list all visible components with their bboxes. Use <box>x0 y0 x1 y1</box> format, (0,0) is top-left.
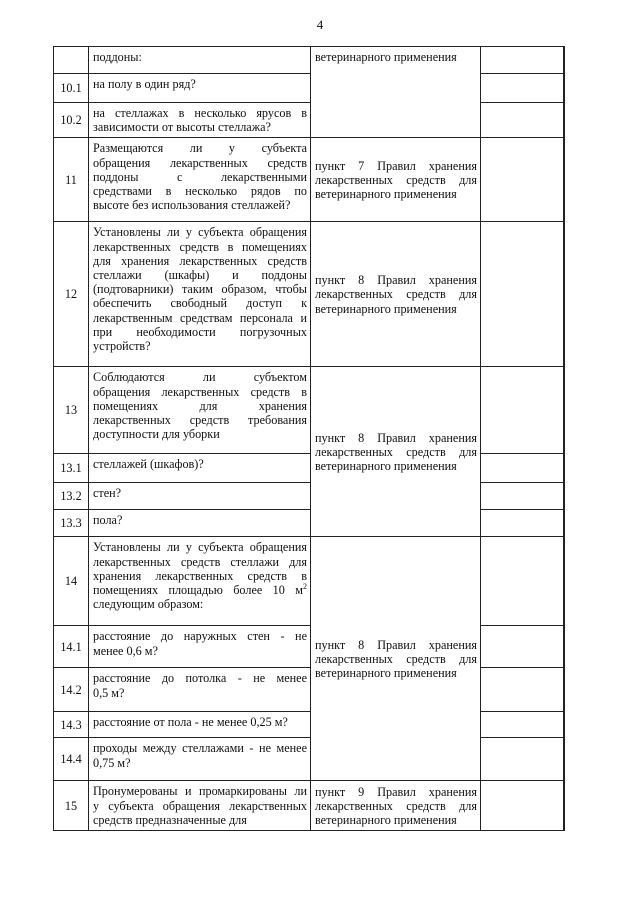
note-cell[interactable] <box>564 103 565 138</box>
legal-basis-cell <box>311 537 481 781</box>
table-row <box>54 510 565 537</box>
text-line-content: обращения лекарственных средств <box>93 155 307 170</box>
text-line <box>315 445 477 459</box>
text-line <box>93 50 307 64</box>
text-line-content: средств предназначенные для <box>93 812 247 827</box>
text-line <box>315 666 477 680</box>
text-line <box>93 339 307 353</box>
note-cell[interactable] <box>564 74 565 103</box>
text-line-content: лекарственных средств для <box>315 798 477 813</box>
text-line <box>315 50 477 64</box>
note-cell[interactable] <box>564 738 565 781</box>
text-line <box>93 427 307 441</box>
legal-basis-cell <box>311 138 481 222</box>
text-line-content: на полу в один ряд? <box>93 77 196 91</box>
text-line-content: лекарственных средств стеллажи для <box>93 554 307 569</box>
text-line <box>93 170 307 184</box>
question-cell <box>89 103 311 138</box>
text-line <box>93 296 307 310</box>
text-line-content: стеллажей (шкафов)? <box>93 457 204 472</box>
legal-basis-cell <box>311 222 481 367</box>
text-line-content: ветеринарного применения <box>315 50 457 64</box>
row-number: 14.1 <box>54 626 89 668</box>
text-line-content: лекарственных средств для <box>315 651 477 666</box>
answer-cell[interactable] <box>481 668 564 712</box>
text-line <box>93 597 307 611</box>
text-line <box>315 273 477 287</box>
text-line <box>93 540 307 554</box>
text-line <box>93 240 307 254</box>
text-line <box>93 254 307 268</box>
answer-cell[interactable] <box>481 712 564 738</box>
text-line-content: помещениях для хранения <box>93 398 307 413</box>
table-row <box>54 483 565 510</box>
table-row <box>54 781 565 831</box>
question-cell <box>89 367 311 454</box>
text-line-content: помещениях площадью более 10 м <box>93 583 303 598</box>
text-line-content: Размещаются ли у субъекта <box>93 141 307 156</box>
row-number <box>54 47 89 74</box>
legal-basis-cell <box>311 781 481 831</box>
question-cell <box>89 510 311 537</box>
text-line-content: средствами в несколько рядов по <box>93 184 307 199</box>
row-number: 13 <box>54 367 89 454</box>
text-line-content: на стеллажах в несколько ярусов в <box>93 106 307 120</box>
text-line-content: у субъекта обращения лекарственных <box>93 798 307 813</box>
note-cell[interactable] <box>564 454 565 483</box>
question-cell <box>89 454 311 483</box>
row-number: 10.1 <box>54 74 89 103</box>
text-line <box>93 756 307 770</box>
question-cell <box>89 537 311 626</box>
answer-cell[interactable] <box>481 103 564 138</box>
text-line-content: Установлены ли у субъекта обращения <box>93 540 307 555</box>
text-line-content: пола? <box>93 513 123 528</box>
text-line <box>315 652 477 666</box>
requirements-table <box>53 46 565 831</box>
question-cell <box>89 47 311 74</box>
text-line-content: пункт 8 Правил хранения <box>315 637 477 652</box>
superscript: 2 <box>303 582 307 592</box>
text-line <box>93 77 307 91</box>
text-line <box>93 120 307 134</box>
text-line-content: проходы между стеллажами - не менее <box>93 741 307 756</box>
table-row <box>54 74 565 103</box>
text-line-content: обеспечить свободный доступ к <box>93 296 307 311</box>
question-cell <box>89 781 311 831</box>
text-line-content: поддоны с лекарственными <box>93 169 307 184</box>
row-number: 14.2 <box>54 668 89 712</box>
note-cell[interactable] <box>564 781 565 831</box>
text-line-content: следующим образом: <box>93 597 204 612</box>
text-line-content: лекарственных средств требования <box>93 413 307 428</box>
row-number: 15 <box>54 781 89 831</box>
text-line <box>93 198 307 212</box>
text-line-content: Пронумерованы и промаркированы ли <box>93 784 307 799</box>
text-line <box>93 569 307 583</box>
text-line-content: высоте без использования стеллажей? <box>93 198 291 213</box>
note-cell[interactable] <box>564 138 565 222</box>
text-line-content: лекарственных средств для <box>315 172 477 187</box>
text-line <box>93 385 307 399</box>
question-cell <box>89 74 311 103</box>
answer-cell[interactable] <box>481 222 564 367</box>
note-cell[interactable] <box>564 668 565 712</box>
text-line <box>93 399 307 413</box>
text-line <box>315 431 477 445</box>
row-number: 14.4 <box>54 738 89 781</box>
text-line-content: расстояние до потолка - не менее <box>93 671 307 686</box>
text-line <box>93 311 307 325</box>
answer-cell[interactable] <box>481 483 564 510</box>
text-line-content: расстояние от пола - не менее 0,25 м? <box>93 715 288 730</box>
text-line-content: лекарственных средств для <box>315 287 477 302</box>
table-row <box>54 454 565 483</box>
answer-cell[interactable] <box>481 47 564 74</box>
row-number: 10.2 <box>54 103 89 138</box>
question-cell <box>89 668 311 712</box>
answer-cell[interactable] <box>481 781 564 831</box>
text-line <box>93 268 307 282</box>
text-line-content: стеллажи (шкафы) и поддоны <box>93 268 307 283</box>
text-line-content: Установлены ли у субъекта обращения <box>93 225 307 240</box>
note-cell[interactable] <box>564 483 565 510</box>
text-line-content: ветеринарного применения <box>315 187 457 201</box>
page-number: 4 <box>316 17 324 32</box>
legal-basis-cell <box>311 47 481 138</box>
text-line <box>93 156 307 170</box>
text-line-content: зависимости от высоты стеллажа? <box>93 120 271 135</box>
text-line-content: лекарственных средств в помещениях <box>93 239 307 254</box>
text-line <box>93 106 307 120</box>
text-line <box>315 638 477 652</box>
text-line <box>315 813 477 827</box>
table-row <box>54 537 565 626</box>
text-line <box>93 629 307 643</box>
table-row <box>54 103 565 138</box>
text-line-content: пункт 8 Правил хранения <box>315 273 477 288</box>
row-number: 13.3 <box>54 510 89 537</box>
text-line-content: Соблюдаются ли субъектом <box>93 370 307 385</box>
text-line-content: 0,75 м? <box>93 755 131 770</box>
text-line <box>93 799 307 813</box>
text-line-content: пункт 7 Правил хранения <box>315 158 477 173</box>
table-row <box>54 47 565 74</box>
text-line-content: 0,5 м? <box>93 685 125 700</box>
text-line-content: ветеринарного применения <box>315 666 457 680</box>
table-row <box>54 626 565 668</box>
text-line-content: лекарственным средствам персонала и <box>93 310 307 325</box>
note-cell[interactable] <box>564 510 565 537</box>
text-line-content: обращения лекарственных средств в <box>93 384 307 399</box>
text-line <box>93 513 307 527</box>
text-line <box>93 141 307 155</box>
legal-basis-cell <box>311 367 481 537</box>
question-cell <box>89 483 311 510</box>
table-row <box>54 738 565 781</box>
text-line-content: при необходимости погрузочных <box>93 324 307 339</box>
text-line <box>315 785 477 799</box>
answer-cell[interactable] <box>481 367 564 454</box>
table-row <box>54 668 565 712</box>
text-line-content: для хранения лекарственных средств <box>93 253 307 268</box>
text-line <box>93 686 307 700</box>
table-row <box>54 222 565 367</box>
text-line <box>93 457 307 471</box>
text-line <box>315 302 477 316</box>
question-cell <box>89 138 311 222</box>
text-line-content: (подтоварники) таким образом, чтобы <box>93 282 307 297</box>
answer-cell[interactable] <box>481 510 564 537</box>
text-line <box>315 459 477 473</box>
note-cell[interactable] <box>564 537 565 626</box>
table-row <box>54 138 565 222</box>
table-row <box>54 367 565 454</box>
text-line-content: хранения лекарственных средств в <box>93 568 307 583</box>
text-line-content: пункт 9 Правил хранения <box>315 784 477 799</box>
text-line <box>93 784 307 798</box>
row-number: 14 <box>54 537 89 626</box>
text-line <box>93 413 307 427</box>
text-line-content: пункт 8 Правил хранения <box>315 430 477 445</box>
row-number: 14.3 <box>54 712 89 738</box>
text-line <box>93 325 307 339</box>
question-cell <box>89 626 311 668</box>
text-line <box>93 486 307 500</box>
text-line <box>315 799 477 813</box>
note-cell[interactable] <box>564 47 565 74</box>
note-cell[interactable] <box>564 712 565 738</box>
text-line <box>315 287 477 301</box>
text-line-content: поддоны: <box>93 50 142 64</box>
text-line-content: стен? <box>93 486 122 501</box>
answer-cell[interactable] <box>481 74 564 103</box>
text-line <box>315 173 477 187</box>
text-line-content: ветеринарного применения <box>315 813 457 827</box>
text-line <box>93 555 307 569</box>
answer-cell[interactable] <box>481 738 564 781</box>
text-line <box>93 715 307 729</box>
answer-cell[interactable] <box>481 626 564 668</box>
note-cell[interactable] <box>564 626 565 668</box>
text-line-content: расстояние до наружных стен - не <box>93 629 307 644</box>
text-line <box>93 370 307 384</box>
question-cell <box>89 738 311 781</box>
answer-cell[interactable] <box>481 454 564 483</box>
text-line-content: лекарственных средств для <box>315 444 477 459</box>
text-line-content: доступности для уборки <box>93 427 220 442</box>
text-line <box>93 583 307 597</box>
table-row <box>54 712 565 738</box>
text-line-content: ветеринарного применения <box>315 459 457 473</box>
text-line <box>93 644 307 658</box>
row-number: 13.1 <box>54 454 89 483</box>
text-line <box>93 184 307 198</box>
text-line <box>315 187 477 201</box>
answer-cell[interactable] <box>481 138 564 222</box>
question-cell <box>89 222 311 367</box>
note-cell[interactable] <box>564 222 565 367</box>
row-number: 13.2 <box>54 483 89 510</box>
text-line <box>315 159 477 173</box>
text-line <box>93 741 307 755</box>
row-number: 11 <box>54 138 89 222</box>
text-line-content: ветеринарного применения <box>315 301 457 316</box>
row-number: 12 <box>54 222 89 367</box>
text-line <box>93 671 307 685</box>
text-line-content: устройств? <box>93 339 151 354</box>
text-line-content: менее 0,6 м? <box>93 643 158 658</box>
text-line <box>93 225 307 239</box>
answer-cell[interactable] <box>481 537 564 626</box>
question-cell <box>89 712 311 738</box>
text-line <box>93 813 307 827</box>
note-cell[interactable] <box>564 367 565 454</box>
text-line <box>93 282 307 296</box>
